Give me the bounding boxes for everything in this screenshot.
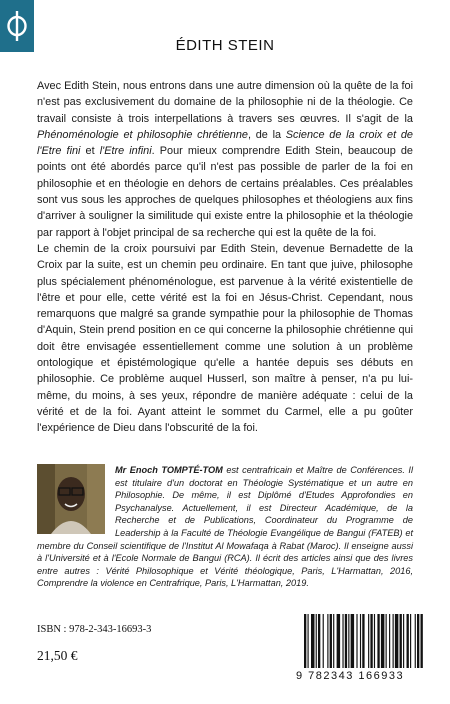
barcode-bar	[374, 614, 375, 668]
barcode-bar	[304, 614, 306, 668]
barcode-bar	[342, 614, 343, 668]
barcode-bar	[318, 614, 320, 668]
author-photo	[37, 464, 105, 534]
author-bio-text: est centrafricain et Maître de Conférences. Il est titulaire d'un doctorat en Théologie Systématique et un autre en Philosophie. De même, il est Diplômé d'Etudes Approfondies en Psychanalyse. Actuellement, il est Directeur Académique, de la Recherche et de Publications, Coordinateur du Programme de Leadership à la Faculté de Théologie Evangélique de Bangui (FATEB) et membre du Conseil scientifique de l'Institut Al Mowafaqa à Rabat (Maroc). Il enseigne aussi à l'Université et à l'Ecole Normale de Bangui (RCA). Il écrit des articles ainsi que des livres entre autres : Vérité Philosophique et Vérité théologique, Paris, L'Harmattan, 2016, Comprendre la violence en Centrafrique, Paris, L'Harmattan, 2019.	[37, 465, 413, 589]
summary-text	[37, 78, 413, 437]
author-section	[37, 464, 413, 590]
barcode-bar	[395, 614, 398, 668]
barcode-bar	[400, 614, 402, 668]
barcode-bar	[368, 614, 369, 668]
barcode-bar	[356, 614, 357, 668]
barcode-bar	[421, 614, 423, 668]
barcode-bar	[410, 614, 411, 668]
summary-paragraph-2: Le chemin de la croix poursuivi par Edith Stein, devenue Bernadette de la Croix par la suite, est un chemin peu ordinaire. En tant que juive, philosophe plus spécialement phénoménologue, est parvenue à la vérité existentielle de l'être et pour elle, cette vérité est la foi en Jésus-Christ. Cependant, nous remarquons que malgré sa grande sympathie pour la philosophie de Thomas d'Aquin, Stein prend position en ce qui concerne la philosophie chrétienne qui doit être envisagée essentiellement comme une solution à un problème ontologique et épistémologique qu'elle a hantée depuis ses débuts en philosophie. Ce problème auquel Husserl, son maître à penser, n'a pu lui-même, du moins, à ses yeux, répondre de manière adéquate : celui de la vérité et de la foi. Ayant atteint le sommet du Carmel, elle a pu goûter l'expérience de Dieu dans l'obscurité de la foi.	[37, 242, 413, 435]
barcode-bar	[337, 614, 340, 668]
barcode-bar	[360, 614, 361, 668]
barcode-bar	[407, 614, 409, 668]
barcode-bar	[311, 614, 314, 668]
barcode-bar	[393, 614, 394, 668]
author-name: Mr Enoch TOMPTÉ-TOM	[115, 465, 223, 475]
barcode-bar	[362, 614, 364, 668]
barcode-bar	[345, 614, 347, 668]
barcode-bar	[417, 614, 419, 668]
barcode-bar	[351, 614, 354, 668]
barcode-bar	[323, 614, 324, 668]
price-label: 21,50 €	[37, 648, 78, 663]
barcode-bar	[403, 614, 404, 668]
isbn-label: ISBN : 978-2-343-16693-3	[37, 624, 152, 635]
barcode-bar	[333, 614, 334, 668]
barcode-bar	[386, 614, 387, 668]
barcode-digits: 9 782343 166933	[296, 670, 405, 682]
barcode	[296, 614, 424, 684]
barcode-bar	[389, 614, 390, 668]
book-title: ÉDITH STEIN	[175, 37, 275, 54]
barcode-bar	[370, 614, 372, 668]
barcode-bars	[304, 614, 424, 668]
summary-paragraph-1: Avec Edith Stein, nous entrons dans une autre dimension où la quête de la foi n'est pas exclusivement du domaine de la philosophie ni de la théologie. Ce travail consiste à trois interpellations à travers ses œuvres. Il s'agit de la Phénoménologie et philosophie chrétienne, de la Science de la croix et de l'Etre fini et l'Etre infini. Pour mieux comprendre Edith Stein, beaucoup de points ont été abordés parce qu'il n'est pas possible de parler de la foi en philosophie et en théologie en dehors de certains préalables. Ces préalables sont vus sous les approches de quelques philosophes et théologiens aux fins d'arriver à souligner la similitude qui existe entre la philosophie et la théologie par rapport à l'objet principal de sa recherche qui est la quête de la foi.	[37, 80, 413, 239]
barcode-bar	[415, 614, 416, 668]
barcode-bar	[377, 614, 379, 668]
barcode-bar	[327, 614, 328, 668]
barcode-bar	[381, 614, 384, 668]
barcode-bar	[307, 614, 308, 668]
barcode-bar	[330, 614, 332, 668]
barcode-bar	[348, 614, 349, 668]
barcode-bar	[316, 614, 317, 668]
